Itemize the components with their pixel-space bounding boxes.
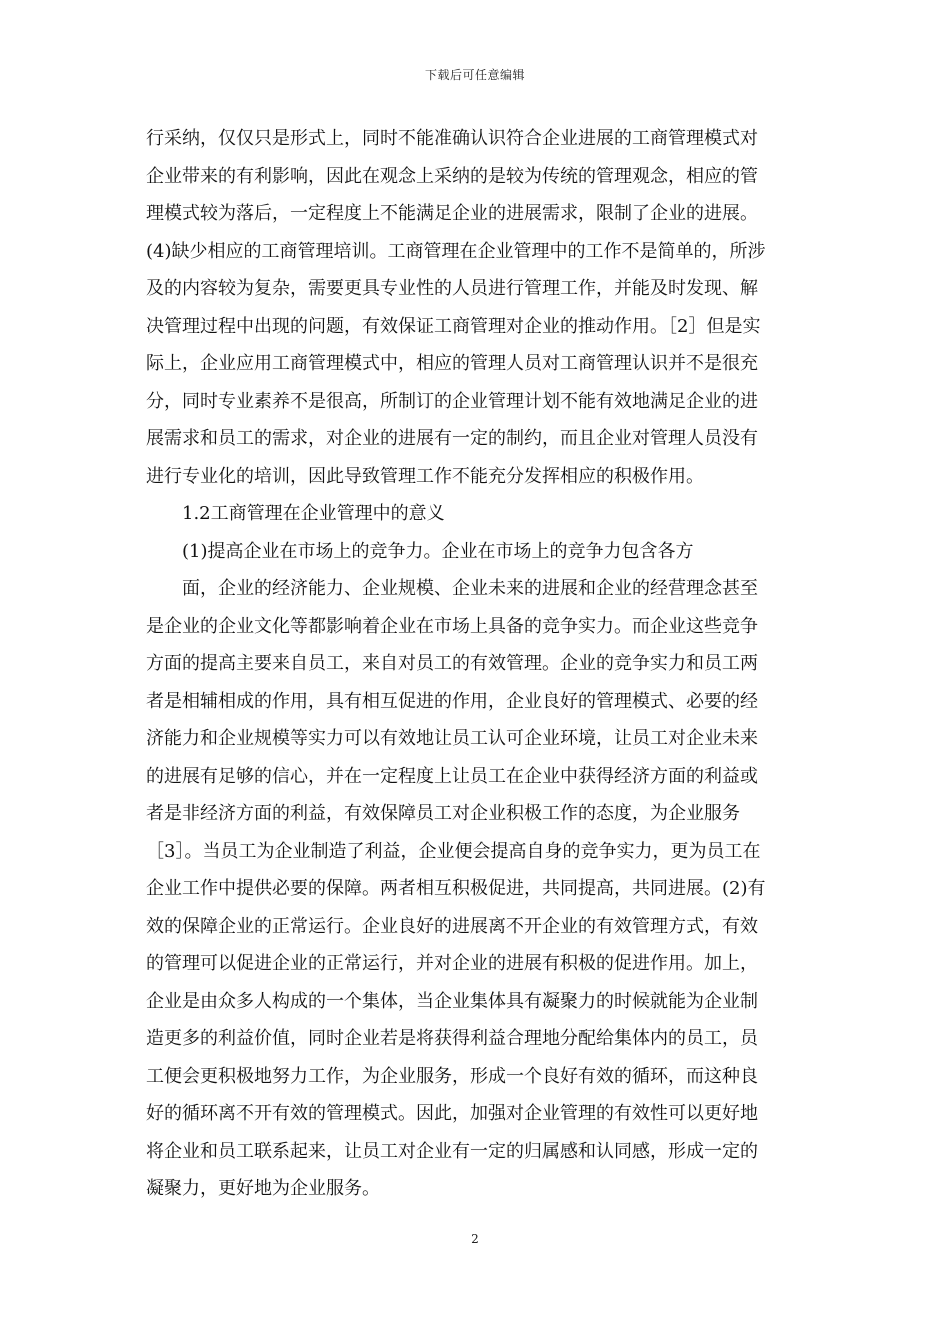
text-line: 者是非经济方面的利益，有效保障员工对企业积极工作的态度，为企业服务: [146, 803, 740, 824]
text-line: 将企业和员工联系起来，让员工对企业有一定的归属感和认同感，形成一定的: [146, 1140, 758, 1162]
body-text: [146, 120, 806, 1208]
text-line: 造更多的利益价值，同时企业若是将获得利益合理地分配给集体内的员工，员: [146, 1028, 758, 1049]
text-line: (4)缺少相应的工商管理培训。工商管理在企业管理中的工作不是简单的，所涉: [146, 240, 766, 262]
section-heading: 1.2工商管理在企业管理中的意义: [182, 503, 445, 524]
text-line: 企业带来的有利影响，因此在观念上采纳的是较为传统的管理观念，相应的管: [146, 165, 758, 187]
text-line: 工便会更积极地努力工作，为企业服务，形成一个良好有效的循环，而这种良: [146, 1065, 758, 1087]
text-line: ［3］。当员工为企业制造了利益，企业便会提高自身的竞争实力，更为员工在: [146, 840, 761, 862]
text-line: 方面的提高主要来自员工，来自对员工的有效管理。企业的竞争实力和员工两: [146, 653, 758, 674]
text-line: 行采纳，仅仅只是形式上，同时不能准确认识符合企业进展的工商管理模式对: [146, 128, 758, 149]
text-line: 进行专业化的培训，因此导致管理工作不能充分发挥相应的积极作用。: [146, 465, 704, 487]
text-line: 展需求和员工的需求，对企业的进展有一定的制约，而且企业对管理人员没有: [146, 428, 758, 449]
text-line: 及的内容较为复杂，需要更具专业性的人员进行管理工作，并能及时发现、解: [146, 278, 758, 299]
text-line: 效的保障企业的正常运行。企业良好的进展离不开企业的有效管理方式，有效: [146, 915, 758, 937]
text-line: 际上，企业应用工商管理模式中，相应的管理人员对工商管理认识并不是很充: [146, 353, 758, 374]
text-line: 企业是由众多人构成的一个集体，当企业集体具有凝聚力的时候就能为企业制: [146, 990, 758, 1012]
text-line: 的进展有足够的信心，并在一定程度上让员工在企业中获得经济方面的利益或: [146, 765, 758, 787]
text-line: 决管理过程中出现的问题，有效保证工商管理对企业的推动作用。［2］但是实: [146, 315, 761, 337]
page-number: 2: [471, 1232, 479, 1246]
text-line: 分，同时专业素养不是很高，所制订的企业管理计划不能有效地满足企业的进: [146, 390, 758, 412]
text-line: 济能力和企业规模等实力可以有效地让员工认可企业环境，让员工对企业未来: [146, 728, 758, 749]
text-line: 好的循环离不开有效的管理模式。因此，加强对企业管理的有效性可以更好地: [146, 1103, 758, 1124]
text-line: 理模式较为落后，一定程度上不能满足企业的进展需求，限制了企业的进展。: [146, 203, 758, 224]
text-line: 者是相辅相成的作用，具有相互促进的作用，企业良好的管理模式、必要的经: [146, 690, 758, 712]
text-line: 是企业的企业文化等都影响着企业在市场上具备的竞争实力。而企业这些竞争: [146, 615, 758, 637]
text-line: (1)提高企业在市场上的竞争力。企业在市场上的竞争力包含各方: [182, 540, 694, 562]
text-line: 的管理可以促进企业的正常运行，并对企业的进展有积极的促进作用。加上，: [146, 953, 758, 974]
page-header: 下载后可任意编辑: [424, 68, 525, 82]
text-line: 企业工作中提供必要的保障。两者相互积极促进，共同提高，共同进展。(2)有: [146, 878, 766, 899]
text-line: 面，企业的经济能力、企业规模、企业未来的进展和企业的经营理念甚至: [182, 578, 758, 599]
text-line: 凝聚力，更好地为企业服务。: [146, 1178, 380, 1199]
